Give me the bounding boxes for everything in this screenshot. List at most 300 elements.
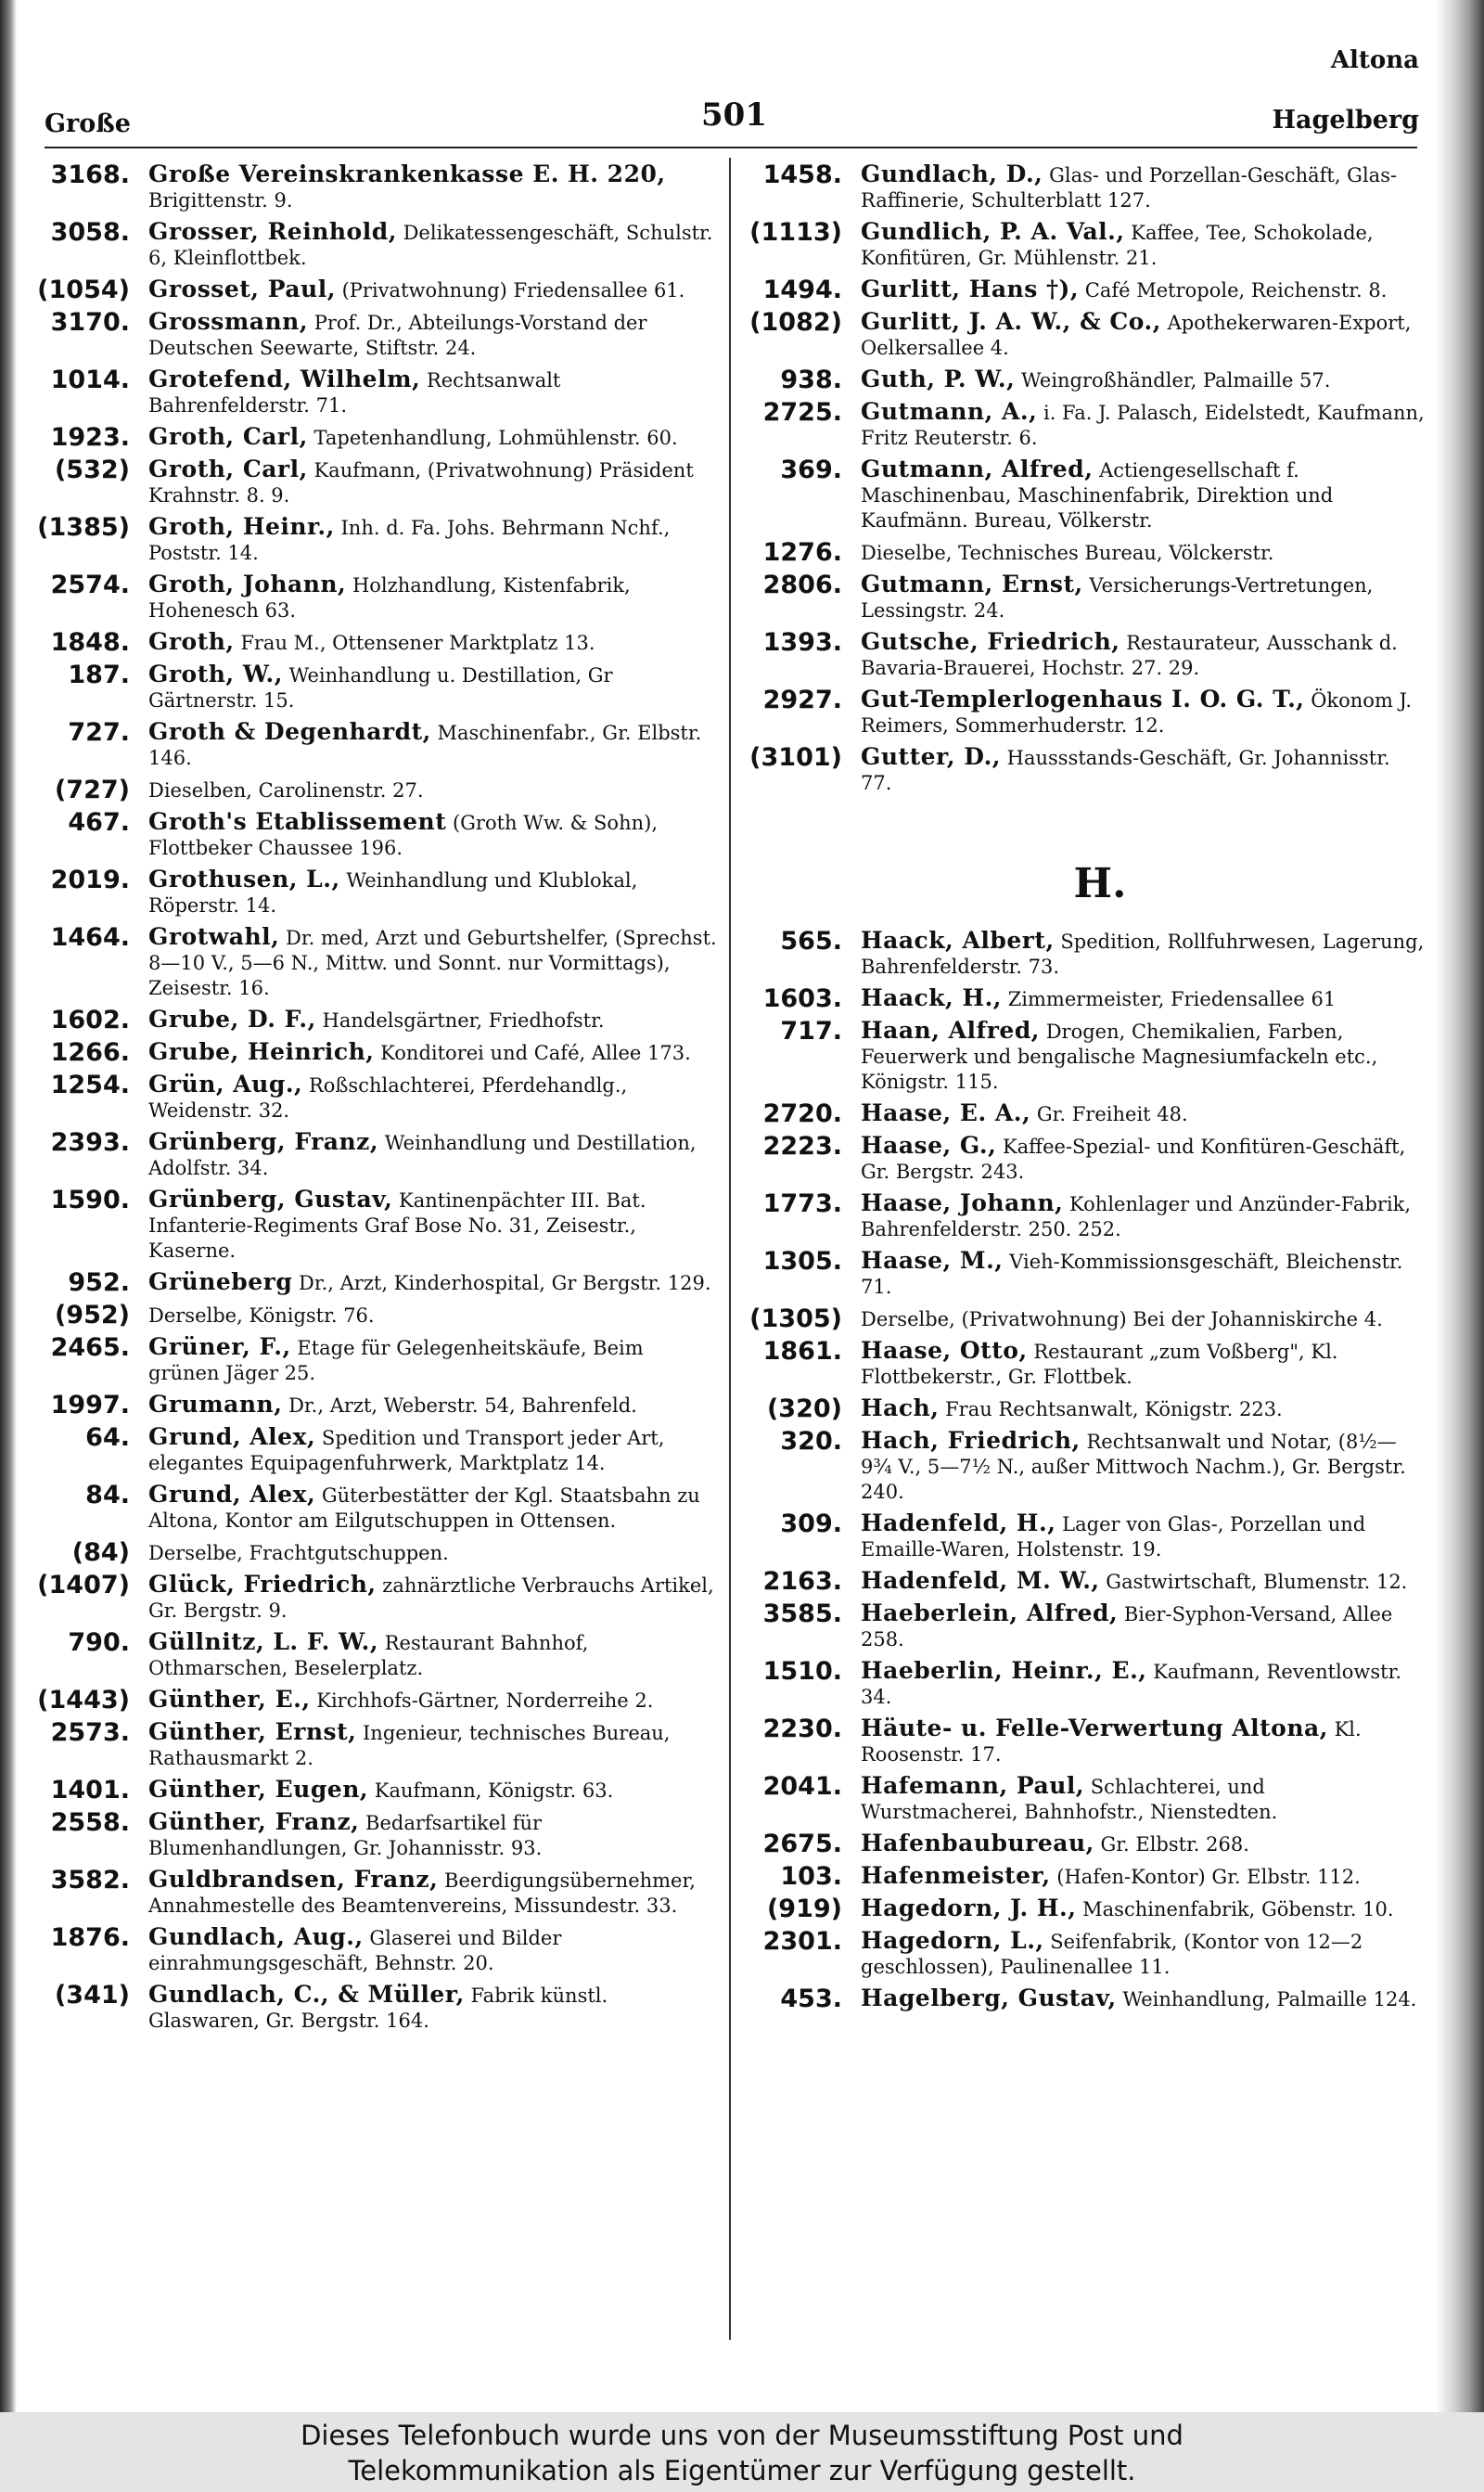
subscriber-name: Haan, Alfred,: [861, 1017, 1041, 1044]
phone-number: (1443): [37, 1686, 130, 1715]
entry-details: Gr. Elbstr. 268.: [1100, 1833, 1249, 1856]
entry-text: [148, 514, 720, 566]
phone-number: 1254.: [50, 1071, 130, 1099]
subscriber-name: Hafemann, Paul,: [861, 1772, 1085, 1799]
subscriber-name: Günther, Eugen,: [148, 1776, 369, 1803]
subscriber-name: Grube, Heinrich,: [148, 1038, 375, 1065]
entry-text: [861, 1863, 1425, 1890]
column-divider: [729, 158, 731, 2340]
entry-details: Weinhandlung, Palmaille 124.: [1122, 1988, 1417, 2010]
subscriber-name: Gurlitt, Hans †),: [861, 276, 1080, 302]
subscriber-name: Guth, P. W.,: [861, 366, 1016, 392]
phone-number: 467.: [68, 808, 130, 837]
directory-entry: [738, 1715, 1425, 1767]
phone-number: (532): [54, 456, 130, 484]
subscriber-name: Haase, Otto,: [861, 1337, 1028, 1364]
section-heading: H.: [1073, 860, 1127, 907]
entry-text: [148, 424, 720, 451]
directory-entry: [26, 1687, 720, 1714]
phone-number: 2720.: [762, 1099, 842, 1128]
entry-details: Haussstands-Geschäft, Gr. Johannisstr. 77.: [861, 747, 1390, 794]
entry-text: [148, 456, 720, 508]
entry-details: Kohlenlager und Anzünder-Fabrik, Bahrenfelderstr. 250. 252.: [861, 1193, 1412, 1240]
entry-details: Kirchhofs-Gärtner, Norderreihe 2.: [316, 1689, 654, 1712]
entry-text: [148, 867, 720, 918]
phone-number: (84): [71, 1538, 130, 1567]
entry-text: [148, 1572, 720, 1624]
entry-details: Restaurant Bahnhof, Othmarschen, Beselerplatz.: [148, 1632, 589, 1679]
phone-number: 2393.: [50, 1128, 130, 1157]
entry-text: [861, 1428, 1425, 1505]
entry-details: Maschinenfabrik, Göbenstr. 10.: [1082, 1898, 1394, 1920]
directory-entry: [738, 1773, 1425, 1825]
directory-entry: [738, 1395, 1425, 1422]
subscriber-name: Grüneberg: [148, 1268, 293, 1295]
entry-text: [148, 219, 720, 271]
entry-details: Prof. Dr., Abteilungs-Vorstand der Deutschen Seewarte, Stiftstr. 24.: [148, 312, 647, 359]
phone-number: 1603.: [762, 984, 842, 1013]
entry-details: Kl. Roosenstr. 17.: [861, 1718, 1362, 1766]
phone-number: 103.: [780, 1862, 842, 1891]
subscriber-name: Grossmann,: [148, 308, 309, 335]
directory-entry: [26, 1302, 720, 1329]
entry-details: Brigittenstr. 9.: [148, 189, 293, 212]
entry-details: Restaurateur, Ausschank d. Bavaria-Brauerei, Hochstr. 27. 29.: [861, 632, 1398, 679]
phone-number: 1590.: [50, 1186, 130, 1214]
directory-entry: [26, 309, 720, 361]
phone-number: 2301.: [762, 1927, 842, 1956]
entry-details: Glas- und Porzellan-Geschäft, Glas-Raffinerie, Schulterblatt 127.: [861, 164, 1398, 212]
subscriber-name: Groth's Etablissement: [148, 808, 447, 835]
subscriber-name: Haeberlin, Heinr., E.,: [861, 1657, 1147, 1684]
entry-text: [861, 1715, 1425, 1767]
entry-text: [148, 1039, 720, 1066]
directory-entry: [26, 719, 720, 771]
entry-details: Derselbe, (Privatwohnung) Bei der Johanniskirche 4.: [861, 1308, 1383, 1330]
directory-entry: [26, 777, 720, 803]
entry-details: Schlachterei, und Wurstmacherei, Bahnhofstr., Nienstedten.: [861, 1776, 1278, 1823]
directory-entry: [26, 1719, 720, 1771]
entry-text: [148, 1187, 720, 1264]
entry-details: Kaffee-Spezial- und Konfitüren-Geschäft, Gr. Bergstr. 243.: [861, 1136, 1406, 1183]
footer-line-2: Telekommunikation als Eigentümer zur Verfügung gestellt.: [348, 2455, 1136, 2486]
entry-details: Gr. Freiheit 48.: [1036, 1103, 1188, 1125]
phone-number: 1266.: [50, 1038, 130, 1067]
phone-number: 84.: [85, 1481, 130, 1509]
directory-entry: [738, 1338, 1425, 1390]
directory-entry: [26, 809, 720, 861]
directory-entry: [26, 662, 720, 713]
subscriber-name: Hagedorn, L.,: [861, 1927, 1044, 1954]
entry-text: [861, 161, 1425, 213]
phone-number: 2019.: [50, 866, 130, 894]
directory-entry: [738, 1985, 1425, 2012]
entry-text: [148, 1982, 720, 2034]
page-number: 501: [701, 96, 767, 134]
entry-details: Inh. d. Fa. Johs. Behrmann Nchf., Poststr. 14.: [148, 517, 671, 564]
directory-entry: [738, 1600, 1425, 1652]
entry-details: Ökonom J. Reimers, Sommerhuderstr. 12.: [861, 689, 1412, 737]
entry-details: Weinhandlung und Klublokal, Röperstr. 14.: [148, 869, 638, 917]
phone-number: 1923.: [50, 423, 130, 452]
subscriber-name: Günther, E.,: [148, 1686, 311, 1713]
entry-text: [861, 744, 1425, 796]
directory-entry: [738, 1568, 1425, 1595]
entry-details: Bier-Syphon-Versand, Allee 258.: [861, 1603, 1393, 1651]
phone-number: 320.: [780, 1427, 842, 1456]
entry-text: [861, 456, 1425, 533]
entry-details: Dr., Arzt, Weberstr. 54, Bahrenfeld.: [288, 1394, 637, 1417]
entry-text: [861, 1305, 1425, 1332]
directory-entry: [26, 1039, 720, 1066]
entry-details: Weinhandlung u. Destillation, Gr Gärtnerstr. 15.: [148, 664, 613, 712]
entry-details: Café Metropole, Reichenstr. 8.: [1084, 279, 1388, 302]
entry-text: [148, 1867, 720, 1919]
phone-number: 1276.: [762, 538, 842, 567]
subscriber-name: Groth, Heinr.,: [148, 513, 335, 540]
entry-text: [861, 1568, 1425, 1595]
directory-entry: [738, 1895, 1425, 1922]
directory-entry: [738, 1510, 1425, 1562]
subscriber-name: Gundlach, C., & Müller,: [148, 1981, 465, 2008]
entry-details: Derselbe, Frachtgutschuppen.: [148, 1542, 449, 1564]
entry-text: [861, 309, 1425, 361]
entry-details: Glaserei und Bilder einrahmungsgeschäft, Behnstr. 20.: [148, 1927, 562, 1974]
entry-text: [148, 777, 720, 803]
entry-details: Ingenieur, technisches Bureau, Rathausmarkt 2.: [148, 1722, 671, 1769]
subscriber-name: Groth, Carl,: [148, 423, 308, 450]
entry-text: [861, 1773, 1425, 1825]
entry-details: Weingroßhändler, Palmaille 57.: [1021, 369, 1331, 392]
entry-details: Weinhandlung und Destillation, Adolfstr. 34.: [148, 1132, 697, 1179]
entry-text: [861, 366, 1425, 393]
directory-entry: [738, 1830, 1425, 1857]
header-range-start: Große: [45, 109, 131, 138]
phone-number: 2041.: [762, 1772, 842, 1801]
subscriber-name: Gutmann, Alfred,: [861, 456, 1094, 482]
phone-number: 64.: [85, 1423, 130, 1452]
directory-entry: [738, 399, 1425, 451]
subscriber-name: Gutmann, Ernst,: [861, 571, 1083, 597]
directory-entry: [26, 1269, 720, 1296]
entry-text: [148, 1482, 720, 1534]
phone-number: 790.: [68, 1628, 130, 1657]
directory-entry: [26, 629, 720, 656]
directory-entry: [26, 424, 720, 451]
phone-number: 3058.: [50, 218, 130, 247]
entry-text: [148, 1809, 720, 1861]
subscriber-name: Gutmann, A.,: [861, 398, 1038, 425]
directory-entry: [738, 1928, 1425, 1980]
entry-text: [861, 629, 1425, 681]
entry-details: Rechtsanwalt und Notar, (8½—9¾ V., 5—7½ N., außer Mittwoch Nachm.), Gr. Bergstr. 240.: [861, 1431, 1406, 1503]
header-range-end: Hagelberg: [1272, 106, 1419, 135]
header-rule: [45, 147, 1417, 148]
phone-number: (1305): [749, 1304, 842, 1333]
directory-entry: [26, 366, 720, 418]
phone-number: 187.: [68, 661, 130, 689]
entry-text: [861, 1928, 1425, 1980]
entry-text: [861, 1830, 1425, 1857]
entry-details: Roßschlachterei, Pferdehandlg., Weidenstr. 32.: [148, 1074, 628, 1122]
phone-number: 727.: [68, 718, 130, 747]
phone-number: (3101): [749, 743, 842, 772]
entry-text: [148, 366, 720, 418]
subscriber-name: Gundlach, D.,: [861, 161, 1043, 187]
directory-entry: [26, 1424, 720, 1476]
phone-number: 2163.: [762, 1567, 842, 1596]
header-city: Altona: [1330, 46, 1419, 74]
phone-number: 1848.: [50, 628, 130, 657]
subscriber-name: Güllnitz, L. F. W.,: [148, 1628, 379, 1655]
directory-entry: [738, 366, 1425, 393]
subscriber-name: Hadenfeld, H.,: [861, 1509, 1056, 1536]
subscriber-name: Hagedorn, J. H.,: [861, 1895, 1077, 1921]
entry-text: [148, 1269, 720, 1296]
entry-text: [861, 1395, 1425, 1422]
subscriber-name: Haeberlein, Alfred,: [861, 1599, 1119, 1626]
subscriber-name: Hagelberg, Gustav,: [861, 1985, 1117, 2011]
subscriber-name: Groth, W.,: [148, 661, 283, 687]
phone-number: 453.: [780, 1985, 842, 2013]
entry-text: [861, 539, 1425, 566]
right-column-h-entries: [738, 928, 1425, 2012]
entry-text: [861, 1018, 1425, 1095]
subscriber-name: Haase, G.,: [861, 1132, 997, 1159]
phone-number: 2806.: [762, 571, 842, 599]
entry-details: Gastwirtschaft, Blumenstr. 12.: [1106, 1571, 1408, 1593]
subscriber-name: Grosser, Reinhold,: [148, 218, 397, 245]
phone-number: 1305.: [762, 1247, 842, 1276]
directory-entry: [738, 1658, 1425, 1710]
subscriber-name: Hafenmeister,: [861, 1862, 1051, 1889]
phone-number: 3582.: [50, 1866, 130, 1895]
directory-entry: [26, 1867, 720, 1919]
directory-entry: [26, 219, 720, 271]
entry-text: [861, 1600, 1425, 1652]
subscriber-name: Grünberg, Gustav,: [148, 1186, 393, 1213]
directory-entry: [26, 1334, 720, 1386]
subscriber-name: Guldbrandsen, Franz,: [148, 1866, 439, 1893]
directory-entry: [26, 572, 720, 623]
subscriber-name: Häute- u. Felle-Verwertung Altona,: [861, 1715, 1328, 1741]
subscriber-name: Gundlach, Aug.,: [148, 1923, 364, 1950]
entry-text: [861, 219, 1425, 271]
directory-entry: [26, 867, 720, 918]
entry-text: [148, 1719, 720, 1771]
directory-entry: [26, 456, 720, 508]
entry-details: Frau Rechtsanwalt, Königstr. 223.: [945, 1398, 1283, 1420]
subscriber-name: Hafenbaubureau,: [861, 1830, 1094, 1856]
phone-number: 938.: [780, 366, 842, 394]
phone-number: (727): [54, 776, 130, 804]
entry-details: Zimmermeister, Friedensallee 61: [1007, 988, 1337, 1010]
left-column: [26, 161, 720, 2039]
entry-details: Beerdigungsübernehmer, Annahmestelle des Beamtenvereins, Missundestr. 33.: [148, 1869, 696, 1917]
subscriber-name: Grünberg, Franz,: [148, 1128, 379, 1155]
right-column: [738, 161, 1425, 2018]
phone-number: 565.: [780, 927, 842, 956]
entry-details: Holzhandlung, Kistenfabrik, Hohenesch 63.: [148, 574, 631, 622]
phone-number: 2223.: [762, 1132, 842, 1161]
phone-number: 2574.: [50, 571, 130, 599]
entry-text: [148, 1424, 720, 1476]
directory-entry: [738, 1190, 1425, 1242]
entry-details: (Groth Ww. & Sohn), Flottbeker Chaussee 196.: [148, 812, 658, 859]
directory-entry: [26, 1072, 720, 1124]
entry-details: Kaufmann, Reventlowstr. 34.: [861, 1661, 1401, 1708]
phone-number: 1602.: [50, 1006, 130, 1034]
entry-details: Spedition und Transport jeder Art, elegantes Equipagenfuhrwerk, Marktplatz 14.: [148, 1427, 665, 1474]
entry-details: Versicherungs-Vertretungen, Lessingstr. 24.: [861, 574, 1374, 622]
subscriber-name: Gurlitt, J. A. W., & Co.,: [861, 308, 1161, 335]
directory-entry: [738, 219, 1425, 271]
subscriber-name: Haack, Albert,: [861, 927, 1055, 954]
entry-details: Derselbe, Königstr. 76.: [148, 1304, 375, 1327]
phone-number: (320): [766, 1394, 842, 1423]
entry-details: Kantinenpächter III. Bat. Infanterie-Regiments Graf Bose No. 31, Zeisestr., Kaserne.: [148, 1189, 646, 1262]
entry-details: Etage für Gelegenheitskäufe, Beim grünen Jäger 25.: [148, 1337, 644, 1384]
subscriber-name: Groth & Degenhardt,: [148, 718, 431, 745]
entry-details: i. Fa. J. Palasch, Eidelstedt, Kaufmann, Fritz Reuterstr. 6.: [861, 402, 1425, 449]
entry-text: [148, 662, 720, 713]
directory-entry: [738, 985, 1425, 1012]
entry-details: zahnärztliche Verbrauchs Artikel, Gr. Bergstr. 9.: [148, 1574, 714, 1622]
entry-text: [861, 1133, 1425, 1185]
page-shadow-left: [0, 0, 17, 2412]
phone-number: 309.: [780, 1509, 842, 1538]
directory-entry: [738, 744, 1425, 796]
phone-number: 1510.: [762, 1657, 842, 1686]
entry-text: [148, 1629, 720, 1681]
directory-entry: [738, 1428, 1425, 1505]
entry-details: Fabrik künstl. Glaswaren, Gr. Bergstr. 164.: [148, 1985, 608, 2032]
phone-number: 2558.: [50, 1808, 130, 1837]
subscriber-name: Hach,: [861, 1394, 940, 1421]
directory-entry: [738, 1305, 1425, 1332]
directory-entry: [26, 1572, 720, 1624]
subscriber-name: Haase, Johann,: [861, 1189, 1064, 1216]
entry-details: Rechtsanwalt Bahrenfelderstr. 71.: [148, 369, 561, 417]
subscriber-name: Grüner, F.,: [148, 1333, 291, 1360]
entry-text: [861, 1100, 1425, 1127]
phone-number: 1458.: [762, 161, 842, 189]
entry-text: [861, 1658, 1425, 1710]
entry-details: Bedarfsartikel für Blumenhandlungen, Gr. Johannisstr. 93.: [148, 1812, 543, 1859]
entry-text: [861, 399, 1425, 451]
phone-number: (1113): [749, 218, 842, 247]
entry-text: [148, 1539, 720, 1566]
directory-entry: [26, 1982, 720, 2034]
phone-number: (341): [54, 1981, 130, 2010]
phone-number: (1082): [749, 308, 842, 337]
subscriber-name: Große Vereinskrankenkasse E. H. 220,: [148, 161, 666, 187]
entry-text: [861, 1510, 1425, 1562]
right-column-g-entries: [738, 161, 1425, 796]
entry-details: (Hafen-Kontor) Gr. Elbstr. 112.: [1056, 1866, 1361, 1888]
phone-number: 1861.: [762, 1337, 842, 1366]
directory-entry: [738, 629, 1425, 681]
entry-text: [148, 1687, 720, 1714]
entry-text: [148, 161, 720, 213]
entry-details: Frau M., Ottensener Marktplatz 13.: [240, 632, 595, 654]
subscriber-name: Groth, Carl,: [148, 456, 308, 482]
entry-text: [861, 928, 1425, 980]
entry-text: [148, 719, 720, 771]
entry-text: [148, 1129, 720, 1181]
subscriber-name: Gundlich, P. A. Val.,: [861, 218, 1125, 245]
phone-number: (1054): [37, 276, 130, 304]
directory-entry: [738, 928, 1425, 980]
entry-details: Restaurant „zum Voßberg", Kl. Flottbekerstr., Gr. Flottbek.: [861, 1341, 1338, 1388]
entry-text: [148, 1777, 720, 1804]
subscriber-name: Gutsche, Friedrich,: [861, 628, 1120, 655]
entry-details: Tapetenhandlung, Lohmühlenstr. 60.: [313, 427, 678, 449]
directory-entry: [738, 456, 1425, 533]
directory-entry: [26, 1539, 720, 1566]
entry-text: [148, 1924, 720, 1976]
phone-number: 369.: [780, 456, 842, 484]
directory-entry: [738, 1100, 1425, 1127]
entry-text: [861, 1190, 1425, 1242]
entry-details: Dieselbe, Technisches Bureau, Völckerstr.: [861, 542, 1274, 564]
subscriber-name: Hadenfeld, M. W.,: [861, 1567, 1100, 1594]
entry-text: [861, 572, 1425, 623]
subscriber-name: Günther, Franz,: [148, 1808, 360, 1835]
entry-text: [861, 985, 1425, 1012]
phone-number: 3170.: [50, 308, 130, 337]
phone-number: 2927.: [762, 686, 842, 714]
directory-entry: [26, 514, 720, 566]
directory-entry: [26, 1482, 720, 1534]
entry-text: [148, 309, 720, 361]
entry-text: [148, 572, 720, 623]
subscriber-name: Grumann,: [148, 1391, 283, 1418]
directory-entry: [738, 1133, 1425, 1185]
entry-details: Spedition, Rollfuhrwesen, Lagerung, Bahrenfelderstr. 73.: [861, 931, 1425, 978]
directory-entry: [738, 309, 1425, 361]
phone-number: 2465.: [50, 1333, 130, 1362]
subscriber-name: Groth, Johann,: [148, 571, 347, 597]
entry-details: Maschinenfabr., Gr. Elbstr. 146.: [148, 722, 702, 769]
phone-number: (1407): [37, 1571, 130, 1599]
phone-number: 1773.: [762, 1189, 842, 1218]
subscriber-name: Groth,: [148, 628, 235, 655]
directory-entry: [26, 1809, 720, 1861]
phone-number: 3168.: [50, 161, 130, 189]
entry-text: [148, 809, 720, 861]
subscriber-name: Gut-Templerlogenhaus I. O. G. T.,: [861, 686, 1305, 713]
directory-entry: [738, 1248, 1425, 1300]
subscriber-name: Grosset, Paul,: [148, 276, 336, 302]
footer-line-1: Dieses Telefonbuch wurde uns von der Museumsstiftung Post und: [301, 2420, 1183, 2451]
directory-entry: [738, 572, 1425, 623]
entry-details: Vieh-Kommissionsgeschäft, Bleichenstr. 71.: [861, 1251, 1403, 1298]
directory-entry: [26, 1629, 720, 1681]
subscriber-name: Grotefend, Wilhelm,: [148, 366, 421, 392]
directory-entry: [738, 687, 1425, 739]
directory-entry: [26, 924, 720, 1001]
directory-entry: [26, 1129, 720, 1181]
directory-entry: [738, 161, 1425, 213]
phone-number: 1464.: [50, 923, 130, 952]
subscriber-name: Günther, Ernst,: [148, 1718, 357, 1745]
directory-entry: [26, 1187, 720, 1264]
entry-text: [148, 1302, 720, 1329]
phone-number: (952): [54, 1301, 130, 1329]
directory-entry: [26, 1924, 720, 1976]
subscriber-name: Hach, Friedrich,: [861, 1427, 1081, 1454]
